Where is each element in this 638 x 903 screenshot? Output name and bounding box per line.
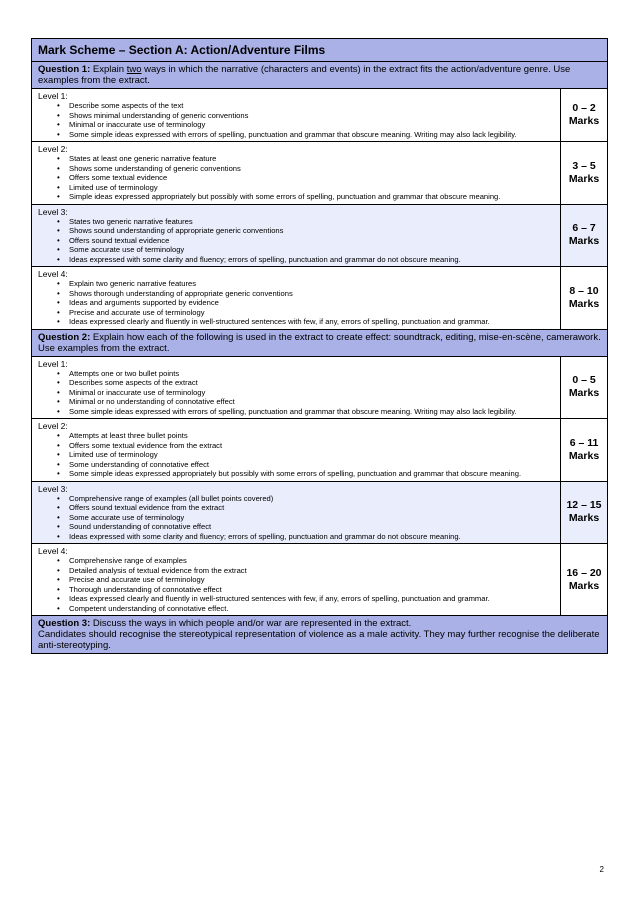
mark-scheme-title: Mark Scheme – Section A: Action/Adventure Films [32,39,607,62]
level-bullet: • Limited use of terminology [38,183,554,193]
level-bullet: • Comprehensive range of examples (all bullet points covered) [38,494,554,504]
level-label: Level 4: [38,269,68,279]
level-bullet: • Thorough understanding of connotative effect [38,585,554,595]
level-bullet: • Ideas expressed clearly and fluently in well-structured sentences with few, if any, errors of spelling, punctuation and grammar. [38,594,554,604]
level-descriptors [32,419,561,481]
page-number: 2 [599,865,604,874]
level-descriptors [32,267,561,329]
level-row [32,89,607,142]
question-1-label: Question 1: [38,64,91,75]
marks-range: 6 – 11 [569,436,599,449]
level-bullet: • Minimal or no understanding of connotative effect [38,397,554,407]
level-row [32,544,607,616]
level-bullet: • Minimal or inaccurate use of terminology [38,388,554,398]
marks-range: 0 – 2 [572,102,596,114]
level-bullet: • Explain two generic narrative features [38,279,554,289]
marks-word: Marks [568,172,600,185]
question-3-header [32,616,607,654]
marks-cell [561,142,607,204]
level-bullet: • Offers some textual evidence from the extract [38,441,554,451]
marks-range: 16 – 20 [566,566,602,579]
level-label: Level 2: [38,421,68,431]
question-2-levels [32,357,607,617]
marks-cell [561,482,607,544]
question-2-text: Explain how each of the following is used in the extract to create effect: soundtrack, editing, mise-en-scène, camerawork. Use examples from the extract. [38,331,601,354]
marks-word: Marks [568,512,600,525]
level-descriptors [32,205,561,267]
level-bullet: • Shows sound understanding of appropriate generic conventions [38,226,554,236]
level-label: Level 1: [38,91,68,101]
level-descriptors [32,89,561,141]
question-2-label: Question 2: [38,331,91,343]
marks-word: Marks [568,115,600,127]
level-bullet: • Precise and accurate use of terminology [38,308,554,318]
level-descriptors [32,142,561,204]
level-bullet: • Offers some textual evidence [38,173,554,183]
level-bullet: • Detailed analysis of textual evidence from the extract [38,566,554,576]
level-row [32,267,607,330]
marks-cell [561,419,607,481]
level-label: Level 2: [38,144,68,154]
marks-word: Marks [568,579,600,592]
level-bullet: • Sound understanding of connotative effect [38,522,554,532]
level-bullet: • Limited use of terminology [38,450,554,460]
level-bullet-list [38,494,554,542]
level-descriptors [32,482,561,544]
level-bullet: • Competent understanding of connotative effect. [38,604,554,614]
level-descriptors [32,544,561,615]
level-bullet: • Some simple ideas expressed with errors of spelling, punctuation and grammar that obscure meaning. Writing may also lack legibility. [38,407,554,417]
level-bullet: • Describes some aspects of the extract [38,378,554,388]
level-bullet: • Shows thorough understanding of appropriate generic conventions [38,289,554,299]
level-bullet: • Ideas expressed with some clarity and fluency; errors of spelling, punctuation and grammar do not obscure meaning. [38,532,554,542]
level-bullet: • Comprehensive range of examples [38,556,554,566]
question-1-underlined-word: two [126,64,142,75]
marks-word: Marks [568,449,600,462]
level-bullet: • States two generic narrative features [38,217,554,227]
marks-cell [561,89,607,141]
marks-word: Marks [568,387,600,400]
level-bullet-list [38,556,554,613]
level-bullet-list [38,217,554,265]
level-bullet: • Shows some understanding of generic conventions [38,164,554,174]
level-bullet: • Some understanding of connotative effect [38,460,554,470]
level-bullet: • Describe some aspects of the text [38,101,554,111]
question-1-header [32,62,607,89]
level-row [32,482,607,545]
level-bullet: • Attempts at least three bullet points [38,431,554,441]
level-row [32,205,607,268]
question-2-header [32,330,607,357]
level-label: Level 4: [38,546,68,556]
level-bullet: • Ideas and arguments supported by evidence [38,298,554,308]
level-bullet: • Offers sound textual evidence [38,236,554,246]
level-descriptors [32,357,561,419]
level-label: Level 1: [38,358,68,369]
level-bullet-list [38,101,554,139]
level-bullet-list [38,279,554,327]
marks-range: 8 – 10 [569,284,599,297]
level-bullet: • Simple ideas expressed appropriately but possibly with some errors of spelling, punctuation and grammar that obscure meaning. [38,192,554,202]
level-label: Level 3: [38,483,68,494]
marks-range: 0 – 5 [572,374,596,387]
marks-cell [561,357,607,419]
level-bullet-list [38,154,554,202]
level-bullet: • Some accurate use of terminology [38,513,554,523]
question-1-levels [32,89,607,330]
question-1-text-end: ways in which the narrative (characters and events) in the extract fits the action/adventure genre. Use examples from the extract. [38,64,571,86]
marks-cell [561,544,607,615]
level-bullet: • Some simple ideas expressed appropriately but possibly with some errors of spelling, punctuation and grammar that obscure meaning. [38,469,554,479]
level-row [32,357,607,420]
level-bullet: • Attempts one or two bullet points [38,369,554,379]
marks-cell [561,205,607,267]
mark-scheme-table [31,38,608,654]
level-bullet: • Shows minimal understanding of generic conventions [38,111,554,121]
level-bullet: • Offers sound textual evidence from the extract [38,503,554,513]
level-bullet: • Precise and accurate use of terminology [38,575,554,585]
marks-cell [561,267,607,329]
marks-word: Marks [568,297,600,310]
level-bullet: • Ideas expressed with some clarity and fluency; errors of spelling, punctuation and grammar do not obscure meaning. [38,255,554,265]
level-row [32,419,607,482]
question-1-text-start: Explain [90,64,127,75]
level-label: Level 3: [38,206,68,217]
marks-word: Marks [568,235,600,248]
question-3-guidance: Candidates should recognise the stereotypical representation of violence as a male activity. They may further recognise the deliberate anti-stereotyping. [38,629,600,651]
level-bullet: • States at least one generic narrative feature [38,154,554,164]
marks-range: 6 – 7 [572,222,596,235]
question-3-label: Question 3: [38,618,91,629]
marks-range: 3 – 5 [572,159,596,172]
question-3-text: Discuss the ways in which people and/or war are represented in the extract. [90,618,412,629]
level-bullet: • Some accurate use of terminology [38,245,554,255]
level-bullet: • Ideas expressed clearly and fluently in well-structured sentences with few, if any, errors of spelling, punctuation and grammar. [38,317,554,327]
level-bullet-list [38,369,554,417]
level-bullet: • Minimal or inaccurate use of terminology [38,120,554,130]
level-bullet: • Some simple ideas expressed with errors of spelling, punctuation and grammar that obscure meaning. Writing may also lack legibility. [38,130,554,140]
level-bullet-list [38,431,554,479]
marks-range: 12 – 15 [566,499,602,512]
level-row [32,142,607,205]
